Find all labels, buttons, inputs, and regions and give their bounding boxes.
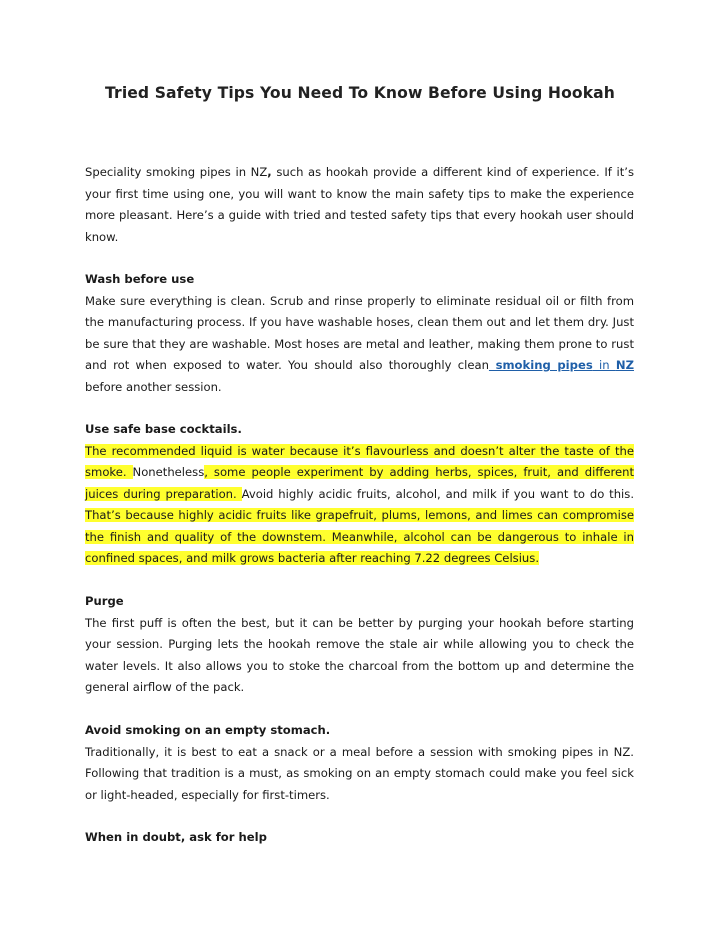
intro-text-b: such as hookah provide a different kind of experience. If it’s your first time using one, you will want to know the main safety tips to make the experience more pleasant. Here’s a guide with tried and tested safety tips that every hookah user should know. [85, 165, 634, 244]
intro-text-a: Speciality smoking pipes in NZ [85, 165, 268, 179]
wash-paragraph [85, 291, 634, 399]
cocktails-text-2: Avoid highly acidic fruits, alcohol, and milk if you want to do this. [241, 486, 635, 501]
highlight-2: , some people experiment by adding herbs, spices, fruit, and different juices during preparation. [85, 465, 634, 501]
stomach-section [85, 720, 634, 806]
cocktails-text-1: Nonetheless [132, 465, 205, 479]
cocktails-heading: Use safe base cocktails. [85, 422, 242, 436]
link-text-a: smoking pipes [488, 358, 593, 372]
highlight-1: The recommended liquid is water because it’s flavourless and doesn’t alter the taste of the smoke. [85, 443, 634, 479]
link-text-c: NZ [615, 358, 634, 372]
intro-section [85, 162, 634, 248]
stomach-paragraph: Traditionally, it is best to eat a snack or a meal before a session with smoking pipes in NZ. Following that tradition is a must, as smoking on an empty stomach could make you feel sick or light-headed, especially for first-timers. [85, 744, 634, 802]
wash-heading: Wash before use [85, 272, 195, 286]
cocktails-section [85, 419, 634, 570]
intro-comma: , [267, 165, 272, 179]
highlight-3: That’s because highly acidic fruits like grapefruit, plums, lemons, and limes can compromise the finish and quality of the downstem. Meanwhile, alcohol can be dangerous to inhale in confined spaces, and milk grows bacteria after reaching 7.22 degrees Celsius. [85, 508, 634, 565]
wash-text-after: before another session. [85, 379, 222, 394]
purge-section [85, 591, 634, 699]
help-section [85, 827, 634, 849]
wash-text: Make sure everything is clean. Scrub and rinse properly to eliminate residual oil or filth from the manufacturing process. If you have washable hoses, clean them out and let them dry. Just be sure that they are washable. Most hoses are metal and leather, making them prone to rust and rot when exposed to water. You should also thoroughly clean [85, 293, 634, 372]
help-heading: When in doubt, ask for help [85, 830, 267, 844]
document-title: Tried Safety Tips You Need To Know Before Using Hookah [105, 84, 615, 102]
link-text-b: in [592, 358, 616, 372]
smoking-pipes-link[interactable] [489, 358, 634, 372]
purge-paragraph: The first puff is often the best, but it can be better by purging your hookah before starting your session. Purging lets the hookah remove the stale air while allowing you to check the water levels. It also allows you to stoke the charcoal from the bottom up and determine the general airflow of the pack. [85, 615, 634, 694]
wash-section [85, 269, 634, 398]
intro-paragraph [85, 162, 634, 248]
purge-heading: Purge [85, 594, 124, 608]
stomach-heading: Avoid smoking on an empty stomach. [85, 723, 331, 737]
cocktails-paragraph [85, 441, 634, 570]
